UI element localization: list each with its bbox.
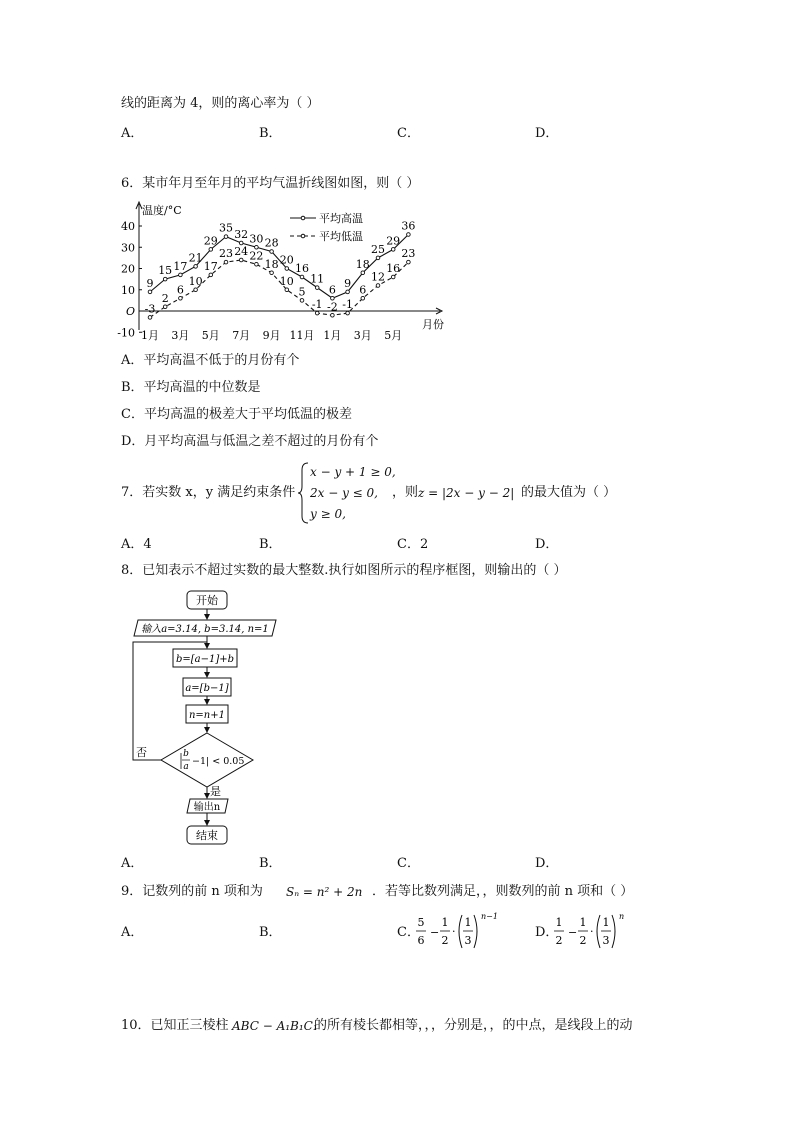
y-axis-label: 温度/°C bbox=[142, 204, 182, 217]
flow-step1-label: b=[a−1]+b bbox=[175, 654, 235, 665]
high-series-data-label: 21 bbox=[188, 251, 203, 265]
q7-constraint-2: 2x − y ≤ 0, bbox=[310, 486, 378, 500]
svg-text:2: 2 bbox=[555, 934, 563, 947]
q10-prism: ABC − A₁B₁C₁ bbox=[232, 1019, 318, 1033]
q5-option-a[interactable]: A． bbox=[121, 126, 144, 141]
low-series-data-label: 10 bbox=[188, 274, 203, 288]
flow-no-label: 否 bbox=[136, 746, 147, 759]
x-tick-label: 1月 bbox=[141, 329, 159, 342]
flow-yes-label: 是 bbox=[210, 785, 221, 798]
q9-option-c-formula bbox=[415, 910, 525, 954]
q7-prefix: 7．若实数 x，y 满足约束条件 bbox=[121, 485, 296, 500]
flow-output-label: 输出n bbox=[193, 802, 221, 813]
q5-option-c[interactable]: C． bbox=[397, 126, 420, 141]
low-series-point bbox=[239, 258, 243, 262]
x-tick-label: 3月 bbox=[171, 329, 190, 342]
high-series-point bbox=[285, 267, 289, 271]
svg-text:3: 3 bbox=[464, 934, 472, 947]
high-series-data-label: 32 bbox=[234, 228, 249, 241]
x-tick-label: 11月 bbox=[289, 329, 315, 342]
high-series-point bbox=[315, 286, 319, 290]
svg-text:·: · bbox=[590, 925, 594, 938]
low-series-point bbox=[285, 288, 289, 292]
high-series-data-label: 29 bbox=[386, 234, 401, 248]
svg-text:n: n bbox=[619, 912, 625, 921]
svg-text:6: 6 bbox=[417, 934, 425, 947]
high-series-point bbox=[179, 273, 183, 277]
high-series-point bbox=[239, 241, 243, 245]
flow-step2-label: a=[b−1] bbox=[185, 683, 229, 694]
q7-brace bbox=[298, 462, 310, 524]
high-series-data-label: 9 bbox=[344, 276, 352, 290]
svg-text:5: 5 bbox=[417, 916, 425, 929]
q5-text: 线的距离为 4，则的离心率为（ ） bbox=[121, 96, 320, 111]
low-series-data-label: 12 bbox=[371, 270, 385, 284]
x-axis-label: 月份 bbox=[422, 318, 444, 331]
svg-text:1: 1 bbox=[441, 916, 449, 929]
low-series-point bbox=[376, 284, 380, 288]
program-flowchart bbox=[128, 588, 288, 850]
high-series-data-label: 18 bbox=[355, 257, 370, 271]
q7-constraint-3: y ≥ 0, bbox=[310, 507, 346, 521]
low-series-point bbox=[331, 313, 335, 317]
low-series-point bbox=[148, 316, 152, 320]
q7-option-a[interactable]: A．4 bbox=[121, 537, 152, 552]
legend-high-marker bbox=[301, 216, 305, 220]
high-series-data-label: 25 bbox=[371, 242, 385, 256]
high-series-data-label: 6 bbox=[328, 283, 336, 297]
low-series-data-label: 16 bbox=[386, 262, 401, 275]
q9-stem-b: ．若等比数列满足，，则数列的前 n 项和（ ） bbox=[372, 884, 634, 899]
q7-constraint-1: x − y + 1 ≥ 0, bbox=[310, 465, 396, 479]
high-series-point bbox=[194, 265, 198, 269]
q9-option-a[interactable]: A． bbox=[121, 925, 144, 940]
low-series-point bbox=[255, 262, 259, 266]
high-series-data-label: 17 bbox=[173, 259, 188, 273]
q6-option-d[interactable]: D．月平均高温与低温之差不超过的月份有个 bbox=[121, 434, 379, 449]
high-series-data-label: 11 bbox=[310, 272, 325, 286]
q6-option-c[interactable]: C．平均高温的极差大于平均低温的极差 bbox=[121, 407, 352, 422]
low-series-data-label: 18 bbox=[264, 257, 279, 271]
flow-input-label: 输入a=3.14, b=3.14, n=1 bbox=[141, 624, 269, 635]
legend-low-marker bbox=[301, 234, 305, 238]
svg-text:3: 3 bbox=[602, 934, 610, 947]
y-tick-label: 10 bbox=[121, 283, 135, 297]
low-series-point bbox=[163, 305, 167, 309]
x-tick-label: 7月 bbox=[232, 329, 251, 342]
q9-option-d-formula bbox=[553, 910, 653, 954]
flow-cond-numerator: b bbox=[183, 749, 189, 759]
svg-text:−: − bbox=[568, 926, 578, 939]
q9-option-b[interactable]: B． bbox=[259, 925, 282, 940]
low-series-point bbox=[270, 271, 274, 275]
svg-text:2: 2 bbox=[441, 934, 449, 947]
svg-text:n−1: n−1 bbox=[481, 912, 498, 921]
q9-option-d-label: D． bbox=[535, 925, 559, 940]
low-series-point bbox=[361, 296, 365, 300]
q6-stem: 6．某市年月至年月的平均气温折线图如图，则（ ） bbox=[121, 176, 420, 191]
high-series-data-label: 29 bbox=[203, 234, 218, 248]
low-series-data-label: 6 bbox=[359, 283, 367, 297]
low-series-point bbox=[224, 260, 228, 264]
x-tick-label: 3月 bbox=[353, 329, 372, 342]
low-series-data-label: -2 bbox=[327, 300, 338, 314]
high-series-point bbox=[361, 271, 365, 275]
svg-text:1: 1 bbox=[602, 916, 610, 929]
high-series-point bbox=[163, 277, 167, 281]
q9-option-c-label: C． bbox=[397, 925, 420, 940]
legend-high-label: 平均高温 bbox=[319, 212, 363, 225]
low-series-data-label: -1 bbox=[311, 298, 323, 312]
q5-option-d[interactable]: D． bbox=[535, 126, 559, 141]
high-series-data-label: 20 bbox=[279, 253, 294, 267]
q9-option-c[interactable] bbox=[397, 910, 527, 954]
low-series-point bbox=[346, 311, 350, 315]
q7-suffix: 的最大值为（ ） bbox=[521, 485, 617, 500]
q8-option-a[interactable]: A． bbox=[121, 856, 144, 871]
low-series-data-label: 10 bbox=[279, 274, 294, 288]
q6-option-b[interactable]: B．平均高温的中位数是 bbox=[121, 380, 261, 395]
svg-text:1: 1 bbox=[579, 916, 587, 929]
high-series-point bbox=[270, 250, 274, 254]
q9-option-d[interactable] bbox=[535, 910, 665, 954]
q9-stem-a: 9．记数列的前 n 项和为 bbox=[121, 884, 263, 899]
low-series-data-label: 23 bbox=[219, 247, 233, 261]
high-series-point bbox=[346, 290, 350, 294]
low-series-data-label: -1 bbox=[342, 298, 353, 312]
high-series-data-label: 9 bbox=[146, 276, 154, 290]
q8-option-c[interactable]: C． bbox=[397, 856, 420, 871]
low-series-data-label: 22 bbox=[249, 249, 264, 263]
x-tick-label: 5月 bbox=[384, 329, 403, 342]
high-series-point bbox=[148, 290, 152, 294]
low-series-point bbox=[194, 288, 198, 292]
svg-text:2: 2 bbox=[579, 934, 587, 947]
low-series-data-label: -3 bbox=[144, 302, 156, 316]
x-tick-label: 1月 bbox=[323, 329, 342, 342]
q8-option-d[interactable]: D． bbox=[535, 856, 559, 871]
q5-option-b[interactable]: B． bbox=[259, 126, 282, 141]
q6-option-a[interactable]: A．平均高温不低于的月份有个 bbox=[121, 353, 300, 368]
q10-stem-a: 10．已知正三棱柱 bbox=[121, 1018, 229, 1033]
high-series-data-label: 35 bbox=[219, 221, 233, 235]
flow-end-label: 结束 bbox=[196, 829, 218, 842]
q10-stem-b: 的所有棱长都相等，，，分别是，，的中点，是线段上的动 bbox=[314, 1018, 633, 1033]
low-series-point bbox=[300, 299, 304, 303]
low-series-data-label: 6 bbox=[176, 283, 184, 297]
temperature-line-chart bbox=[117, 198, 460, 348]
low-series-data-label: 23 bbox=[401, 247, 416, 261]
y-tick-label: -10 bbox=[117, 326, 135, 340]
high-series-data-label: 15 bbox=[158, 264, 173, 278]
high-series-point bbox=[331, 296, 335, 300]
low-series-point bbox=[391, 275, 395, 279]
q7-option-d[interactable]: D． bbox=[535, 537, 559, 552]
high-series-data-label: 28 bbox=[264, 236, 279, 250]
q7-expression: z = |2x − y − 2| bbox=[418, 486, 515, 500]
q7-mid: ，则 bbox=[392, 485, 419, 500]
svg-text:1: 1 bbox=[464, 916, 472, 929]
low-series-point bbox=[407, 260, 411, 264]
y-tick-label: O bbox=[125, 305, 135, 318]
flow-cond-rest: −1| < 0.05 bbox=[192, 756, 245, 767]
flow-cond-denominator: a bbox=[183, 762, 189, 772]
high-series-point bbox=[224, 235, 228, 239]
low-series-data-label: 24 bbox=[234, 245, 249, 258]
q8-stem: 8．已知表示不超过实数的最大整数.执行如图所示的程序框图，则输出的（ ） bbox=[121, 563, 567, 578]
low-series-point bbox=[179, 296, 183, 300]
flow-step3-label: n=n+1 bbox=[188, 710, 226, 721]
low-series-point bbox=[315, 311, 319, 315]
low-series-data-label: 2 bbox=[161, 291, 169, 305]
svg-text:·: · bbox=[452, 925, 456, 938]
flow-start-label: 开始 bbox=[196, 594, 218, 607]
q7-option-c[interactable]: C．2 bbox=[397, 537, 429, 552]
high-series-point bbox=[407, 233, 411, 237]
svg-text:1: 1 bbox=[555, 916, 563, 929]
high-series-data-label: 16 bbox=[295, 262, 309, 275]
high-series-point bbox=[300, 275, 304, 279]
x-tick-label: 5月 bbox=[201, 329, 220, 342]
x-tick-label: 9月 bbox=[262, 329, 281, 342]
low-series-point bbox=[209, 273, 213, 277]
y-tick-label: 40 bbox=[121, 220, 135, 233]
high-series-point bbox=[376, 256, 380, 260]
q8-option-b[interactable]: B． bbox=[259, 856, 282, 871]
q7-option-b[interactable]: B． bbox=[259, 537, 282, 552]
high-series-point bbox=[391, 248, 395, 252]
low-series-data-label: 17 bbox=[203, 259, 218, 273]
y-tick-label: 30 bbox=[121, 241, 135, 255]
high-series-point bbox=[209, 248, 213, 252]
low-series-data-label: 5 bbox=[298, 285, 306, 299]
svg-text:−: − bbox=[430, 926, 440, 939]
high-series-point bbox=[255, 245, 259, 249]
legend-low-label: 平均低温 bbox=[319, 230, 363, 243]
q9-sn-formula: Sₙ = n² + 2n bbox=[286, 885, 363, 899]
high-series-data-label: 36 bbox=[401, 219, 416, 233]
high-series-data-label: 30 bbox=[249, 232, 264, 246]
y-tick-label: 20 bbox=[121, 262, 135, 276]
